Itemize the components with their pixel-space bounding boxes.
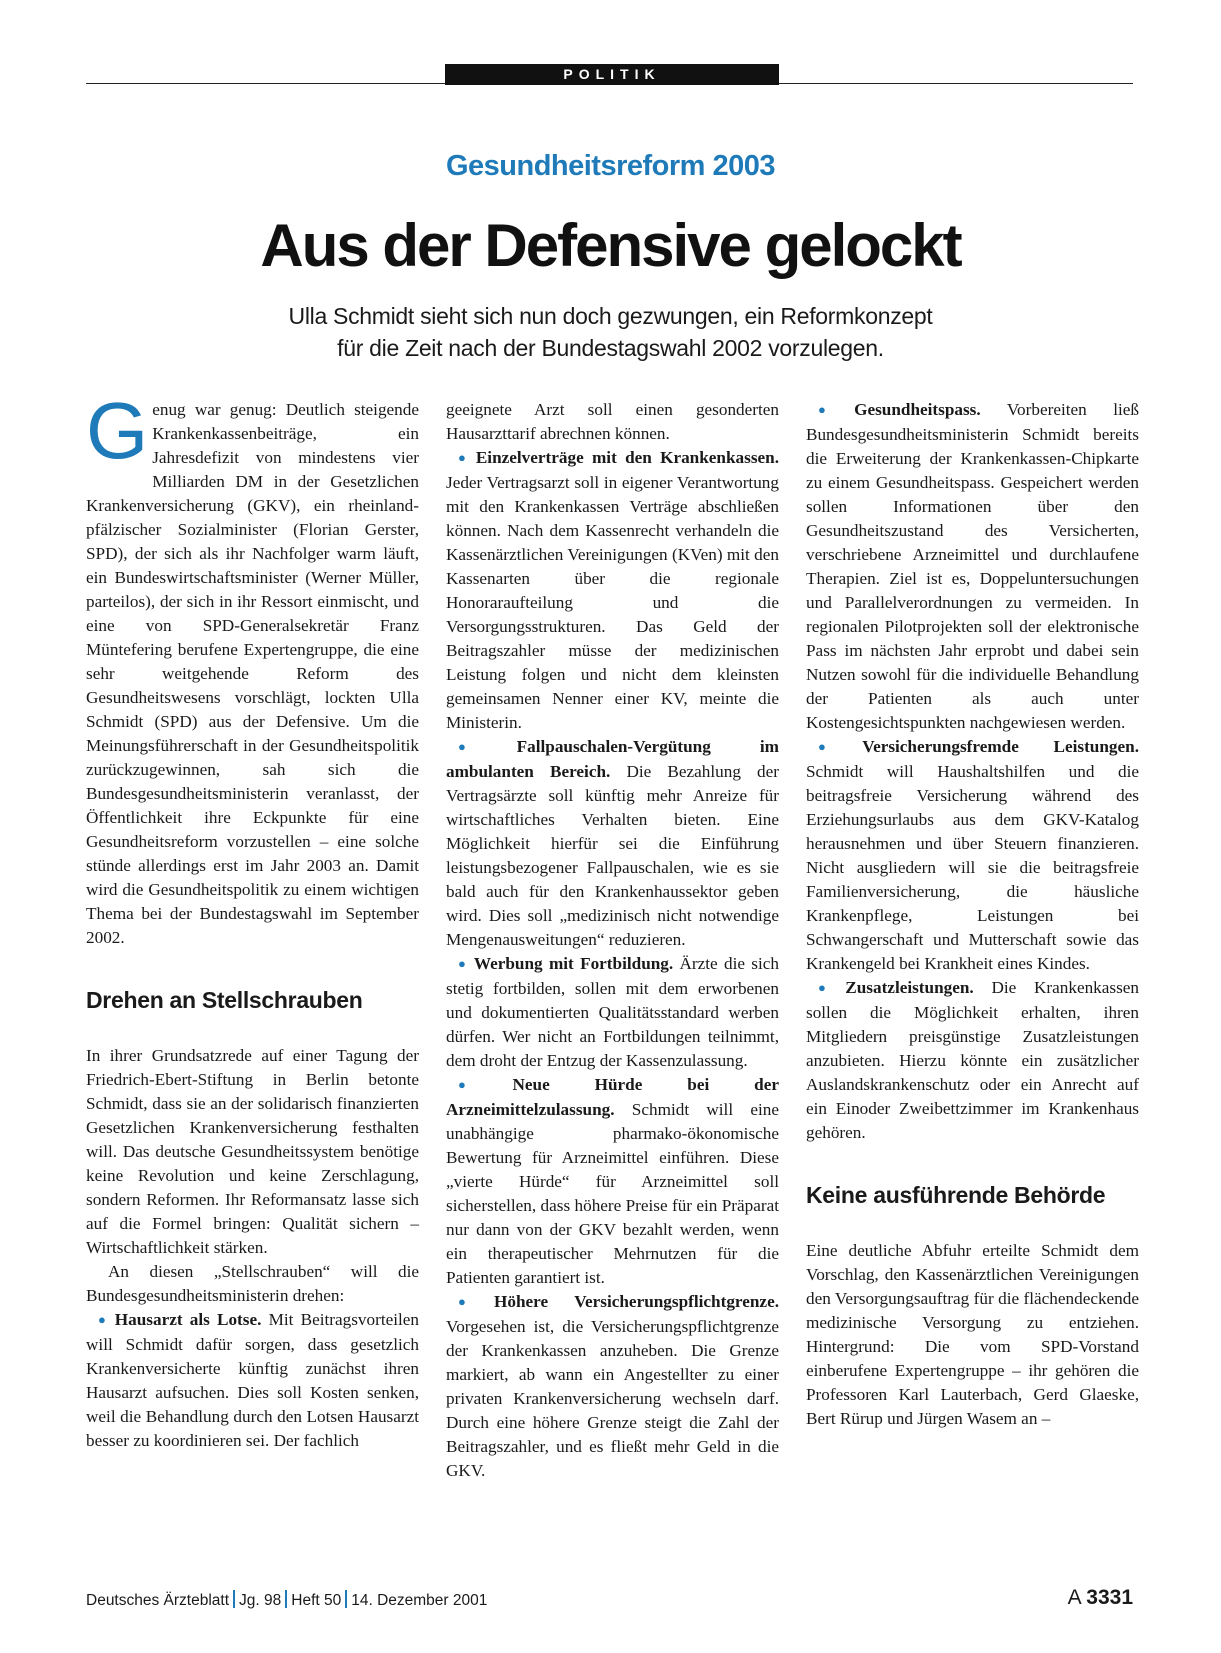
standfirst-line-1: Ulla Schmidt sieht sich nun doch gezwungen, ein Reformkonzept bbox=[288, 303, 933, 329]
article-standfirst bbox=[210, 300, 1011, 364]
bullet-text: Ärzte die sich stetig fortbilden, sollen mit dem erworbenen und dokumentierten Qualitätsstandard werben dürfen. Wer nicht an Fortbildungen teilnimmt, dem droht der Entzug der Kassenzulassung. bbox=[446, 954, 779, 1070]
bullet-item-gesundheitspass bbox=[806, 398, 1139, 735]
bullet-item-fallpauschalen bbox=[446, 735, 779, 952]
column-3 bbox=[806, 398, 1139, 1431]
intro-paragraph bbox=[86, 386, 419, 950]
page-number-value: 3331 bbox=[1086, 1586, 1133, 1609]
bullet-text: Die Bezahlung der Vertragsärzte soll künftig mehr Anreize für wirtschaftliches Verhalten bieten. Eine Möglichkeit hierfür sei die Einführung leistungsbezogener Fallpauschalen, wie es sie bald auch für den Krankenhaussektor geben wird. Dies soll „medizinisch nicht notwendige Mengenausweitungen“ reduzieren. bbox=[446, 762, 779, 949]
journal-issue: Heft 50 bbox=[291, 1592, 342, 1609]
intro-text: enug war genug: Deutlich steigende Krankenkassenbeiträge, ein Jahresdefizit von mindestens vier Milliarden DM in der Gesetzlichen Krankenversicherung (GKV), ein rheinland-pfälzischer Sozialminister (Florian Gerster, SPD), der sich als ihr Nachfolger warm läuft, ein Bundeswirtschaftsminister (Werner Müller, parteilos), der sich in ihr Ressort einmischt, und eine von SPD-Generalsekretär Franz Müntefering berufene Expertengruppe, die eine sehr weitgehende Reform des Gesundheitswesens vorschlägt, lockten Ulla Schmidt (SPD) aus der Defensive. Um die Meinungsführerschaft in der Gesundheitspolitik zurückzugewinnen, sah sich die Bundesgesundheitsministerin veranlasst, der Öffentlichkeit ihre Eckpunkte für eine Gesundheitsreform vorzustellen – eine solche stünde allerdings erst im Jahr 2003 an. Damit wird die Gesundheitspolitik zu einem wichtigen Thema bei der Bundestagswahl im September 2002. bbox=[86, 400, 419, 947]
drop-cap: G bbox=[86, 386, 149, 475]
footer-separator bbox=[233, 1590, 235, 1608]
bullet-text: Schmidt will eine unabhängige pharmako-ökonomische Bewertung für Arzneimittel einführen. Diese „vierte Hürde“ für Arzneimittel soll sicherstellen, dass höhere Preise für ein Präparat nur dann von der GKV bezahlt werden, wenn ein therapeutischer Mehrnutzen für die Patienten garantiert ist. bbox=[446, 1100, 779, 1287]
bullet-text: Die Krankenkassen sollen die Möglichkeit erhalten, ihren Mitgliedern preisgünstige Zusatzleistungen anzubieten. Hierzu könnte ein zusätzlicher Auslandskrankenschutz oder ein Anrecht auf ein Einoder Zweibettzimmer im Krankenhaus gehören. bbox=[806, 978, 1139, 1142]
bullet-text: Mit Beitragsvorteilen will Schmidt dafür sorgen, dass gesetzlich Krankenversicherte künftig zunächst ihren Hausarzt aufsuchen. Dies soll Kosten senken, weil die Behandlung durch den Lotsen Hausarzt besser zu koordinieren sei. Der fachlich bbox=[86, 1310, 419, 1450]
bullet-title: Fallpauschalen-Vergütung im ambulanten Bereich. bbox=[446, 737, 779, 781]
column-1 bbox=[86, 386, 419, 1453]
footer-citation bbox=[86, 1592, 487, 1609]
article-headline: Aus der Defensive gelockt bbox=[260, 212, 961, 279]
bullet-item-hausarzt bbox=[86, 1308, 419, 1453]
journal-volume: Jg. 98 bbox=[239, 1592, 282, 1609]
article-kicker: Gesundheitsreform 2003 bbox=[445, 150, 776, 182]
bullet-title: Gesundheitspass. bbox=[854, 400, 981, 419]
bullet-title: Höhere Versicherungspflichtgrenze. bbox=[493, 1292, 779, 1311]
page-number bbox=[1068, 1586, 1133, 1610]
footer-separator bbox=[345, 1590, 347, 1608]
bullet-item-arzneimittel bbox=[446, 1073, 779, 1290]
bullet-title: Einzelverträge mit den Krankenkassen. bbox=[475, 448, 779, 467]
bullet-item-pflichtgrenze bbox=[446, 1290, 779, 1483]
bullet-title: Zusatzleistungen. bbox=[845, 978, 974, 997]
bullet-item-einzelvertraege bbox=[446, 446, 779, 735]
bullet-item-zusatzleistungen bbox=[806, 976, 1139, 1145]
section-label: POLITIK bbox=[445, 64, 779, 85]
bullet-item-werbung bbox=[446, 952, 779, 1073]
bullet-text: Vorgesehen ist, die Versicherungspflichtgrenze der Krankenkassen anzuheben. Die Grenze markiert, ab wann ein Angestellter zu einer privaten Krankenversicherung wechseln darf. Durch eine höhere Grenze steigt die Zahl der Beitragszahler, und es fließt mehr Geld in die GKV. bbox=[446, 1317, 779, 1480]
bullet-item-versicherungsfremd bbox=[806, 735, 1139, 976]
paragraph: Eine deutliche Abfuhr erteilte Schmidt dem Vorschlag, den Kassenärztlichen Vereinigungen den Versorgungsauftrag für die flächendeckende medizinische Versorgung zu entziehen. Hintergrund: Die vom SPD-Vorstand einberufene Expertengruppe – ihr gehören die Professoren Karl Lauterbach, Gerd Glaeske, Bert Rürup und Jürgen Wasem an – bbox=[806, 1241, 1139, 1428]
standfirst-line-2: für die Zeit nach der Bundestagswahl 2002 vorzulegen. bbox=[337, 335, 884, 361]
subhead-behoerde: Keine ausführende Behörde bbox=[806, 1182, 1106, 1208]
issue-date: 14. Dezember 2001 bbox=[351, 1592, 488, 1609]
page-footer bbox=[86, 1586, 1133, 1614]
paragraph: An diesen „Stellschrauben“ will die Bundesgesundheitsministerin drehen: bbox=[86, 1262, 419, 1305]
bullet-text: Vorbereiten ließ Bundesgesundheitsministerin Schmidt bereits die Erweiterung der Krankenkassen-Chipkarte zu einem Gesundheitspass. Gespeichert werden sollen Informationen über den Gesundheitszustand des Versicherten, verschriebene Arzneimittel und durchlaufene Therapien. Ziel ist es, Doppeluntersuchungen und Parallelverordnungen zu vermeiden. In regionalen Pilotprojekten soll der elektronische Pass im nächsten Jahr erprobt und dabei sein Nutzen sowohl für die individuelle Behandlung der Patienten als auch unter Kostengesichtspunkten nachgewiesen werden. bbox=[806, 400, 1139, 732]
bullet-text: Jeder Vertragsarzt soll in eigener Verantwortung mit den Krankenkassen Verträge abschließen können. Nach dem Kassenrecht verhandeln die Kassenärztlichen Vereinigungen (KVen) mit den Kassenarten über die regionale Honoraraufteilung und die Versorgungsstrukturen. Das Geld der Beitragszahler müsse der medizinischen Leistung folgen und nicht dem kleinsten gemeinsamen Nenner einer KV, meinte die Ministerin. bbox=[446, 473, 779, 732]
footer-separator bbox=[285, 1590, 287, 1608]
column-2 bbox=[446, 398, 779, 1483]
journal-name: Deutsches Ärzteblatt bbox=[86, 1592, 230, 1609]
bullet-text: Schmidt will Haushaltshilfen und die beitragsfreie Versicherung während des Erziehungsurlaubs aus dem GKV-Katalog herausnehmen und über Steuern finanzieren. Nicht ausgliedern will sie die beitragsfreie Familienversicherung, die häusliche Krankenpflege, Leistungen bei Schwangerschaft und Mutterschaft sowie das Krankengeld bei Krankheit eines Kindes. bbox=[806, 762, 1139, 973]
bullet-title: Neue Hürde bei der Arzneimittelzulassung. bbox=[446, 1075, 779, 1119]
paragraph: geeignete Arzt soll einen gesonderten Hausarzttarif abrechnen können. bbox=[446, 400, 779, 443]
paragraph: In ihrer Grundsatzrede auf einer Tagung der Friedrich-Ebert-Stiftung in Berlin betonte Schmidt, dass sie an der solidarisch finanzierten Gesetzlichen Krankenversicherung festhalten will. Das deutsche Gesundheitssystem benötige keine Revolution und keine Zerschlagung, sondern Reformen. Ihr Reformansatz lasse sich auf die Formel bringen: Qualität sichern – Wirtschaftlichkeit stärken. bbox=[86, 1046, 419, 1257]
subhead-stellschrauben: Drehen an Stellschrauben bbox=[86, 987, 363, 1013]
bullet-title: Versicherungsfremde Leistungen. bbox=[862, 737, 1139, 756]
bullet-title: Werbung mit Fortbildung. bbox=[473, 954, 674, 973]
bullet-title: Hausarzt als Lotse. bbox=[114, 1310, 262, 1329]
page-prefix: A bbox=[1067, 1586, 1081, 1609]
